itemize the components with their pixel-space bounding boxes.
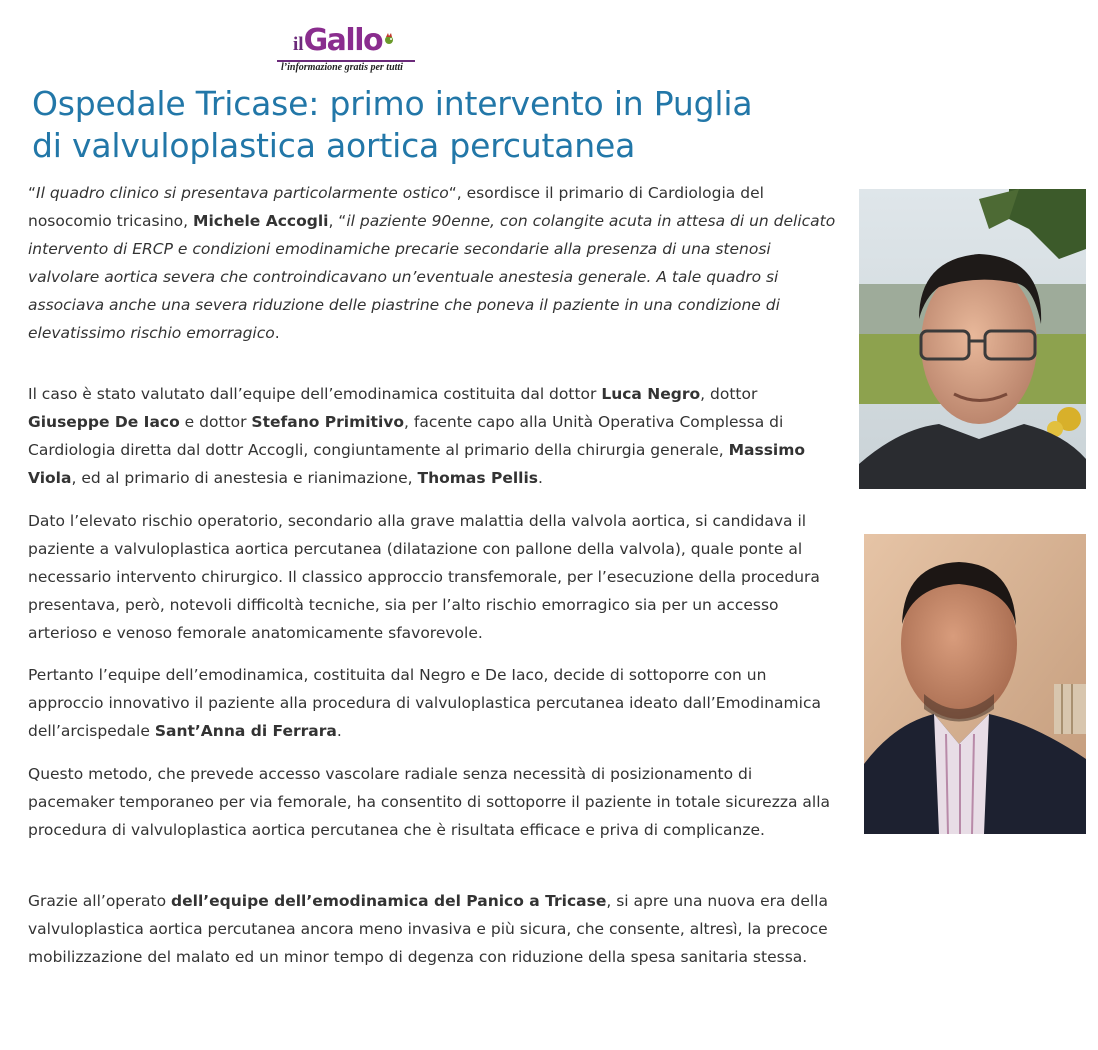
logo-name: Gallo	[303, 23, 383, 58]
title-line-1: Ospedale Tricase: primo intervento in Puglia	[32, 84, 753, 123]
person-name: Thomas Pellis	[417, 469, 539, 487]
team-name: dell’equipe dell’emodinamica del Panico a Tricase	[171, 892, 607, 910]
article-paragraph-method: Questo metodo, che prevede accesso vascolare radiale senza necessità di posizionamento di pacemaker temporaneo per via femorale, ha consentito di sottoporre il paziente in totale sicurezza alla procedura di valvuloplastica aortica percutanea che è risultata efficace e priva di complicanze.	[28, 765, 831, 839]
quote-end: .	[274, 324, 280, 342]
person-name: Massimo Viola	[28, 441, 806, 487]
quote-part-b: il paziente 90enne, con colangite acuta in attesa di un delicato intervento di ERCP e condizioni emodinamiche precarie secondarie alla presenza di una stenosi valvolare aortica severa che controindicavano un’eventuale anestesia generale. A tale quadro si associava anche una severa riduzione delle piastrine che poneva il paziente in una condizione di elevatissimo rischio emorragico	[28, 212, 836, 342]
paragraph-text: e dottor	[179, 413, 252, 431]
article-paragraph-team	[28, 380, 838, 492]
paragraph-text: .	[538, 469, 543, 487]
person-name: Stefano Primitivo	[251, 413, 405, 431]
portrait-photo-1	[859, 189, 1086, 489]
logo-prefix: il	[293, 34, 304, 55]
article-paragraph-approach	[28, 661, 838, 745]
person-name: Luca Negro	[601, 385, 701, 403]
paragraph-text: Il caso è stato valutato dall’equipe dell’emodinamica costituita dal dottor	[28, 385, 602, 403]
title-line-2: di valvuloplastica aortica percutanea	[32, 126, 636, 165]
quote-attribution: “, esordisce il primario di Cardiologia del nosocomio tricasino,	[28, 184, 764, 230]
person-name: Giuseppe De Iaco	[28, 413, 180, 431]
rooster-icon	[382, 32, 396, 46]
paragraph-text: , ed al primario di anestesia e rianimazione,	[71, 469, 418, 487]
article-paragraph-quote	[28, 179, 838, 347]
paragraph-text: Grazie all’operato	[28, 892, 172, 910]
article-title	[32, 83, 832, 167]
open-quote: “	[28, 184, 37, 202]
portrait-photo-2	[864, 534, 1086, 834]
quote-part-a: Il quadro clinico si presentava particolarmente ostico	[36, 184, 449, 202]
person-name: Michele Accogli	[193, 212, 329, 230]
logo-tagline: l’informazione gratis per tutti	[281, 62, 403, 73]
hospital-name: Sant’Anna di Ferrara	[154, 722, 337, 740]
quote-separator: , “	[328, 212, 347, 230]
paragraph-text: , facente capo alla Unità Operativa Complessa di Cardiologia diretta dal dottr Accogli, congiuntamente al primario della chirurgia generale,	[28, 413, 784, 459]
paragraph-text: .	[336, 722, 342, 740]
site-logo[interactable]	[277, 22, 415, 74]
portrait-image-1	[859, 189, 1086, 489]
portrait-image-2	[864, 534, 1086, 834]
article-paragraph-conclusion	[28, 887, 838, 971]
article-paragraph-risk: Dato l’elevato rischio operatorio, secondario alla grave malattia della valvola aortica, si candidava il paziente a valvuloplastica aortica percutanea (dilatazione con pallone della valvola), quale ponte al necessario intervento chirurgico. Il classico approccio transfemorale, per l’esecuzione della procedura presentava, però, notevoli difficoltà tecniche, sia per l’alto rischio emorragico sia per un accesso arterioso e venoso femorale anatomicamente sfavorevole.	[28, 512, 820, 642]
paragraph-text: , dottor	[700, 385, 758, 403]
paragraph-text: , si apre una nuova era della valvuloplastica aortica percutanea ancora meno invasiva e più sicura, che consente, altresì, la precoce mobilizzazione del malato ed un minor tempo di degenza con riduzione della spesa sanitaria stessa.	[28, 892, 828, 966]
paragraph-text: Pertanto l’equipe dell’emodinamica, costituita dal Negro e De Iaco, decide di sottoporre con un approccio innovativo il paziente alla procedura di valvuloplastica percutanea ideato dall’Emodinamica dell’arcispedale	[28, 666, 821, 740]
